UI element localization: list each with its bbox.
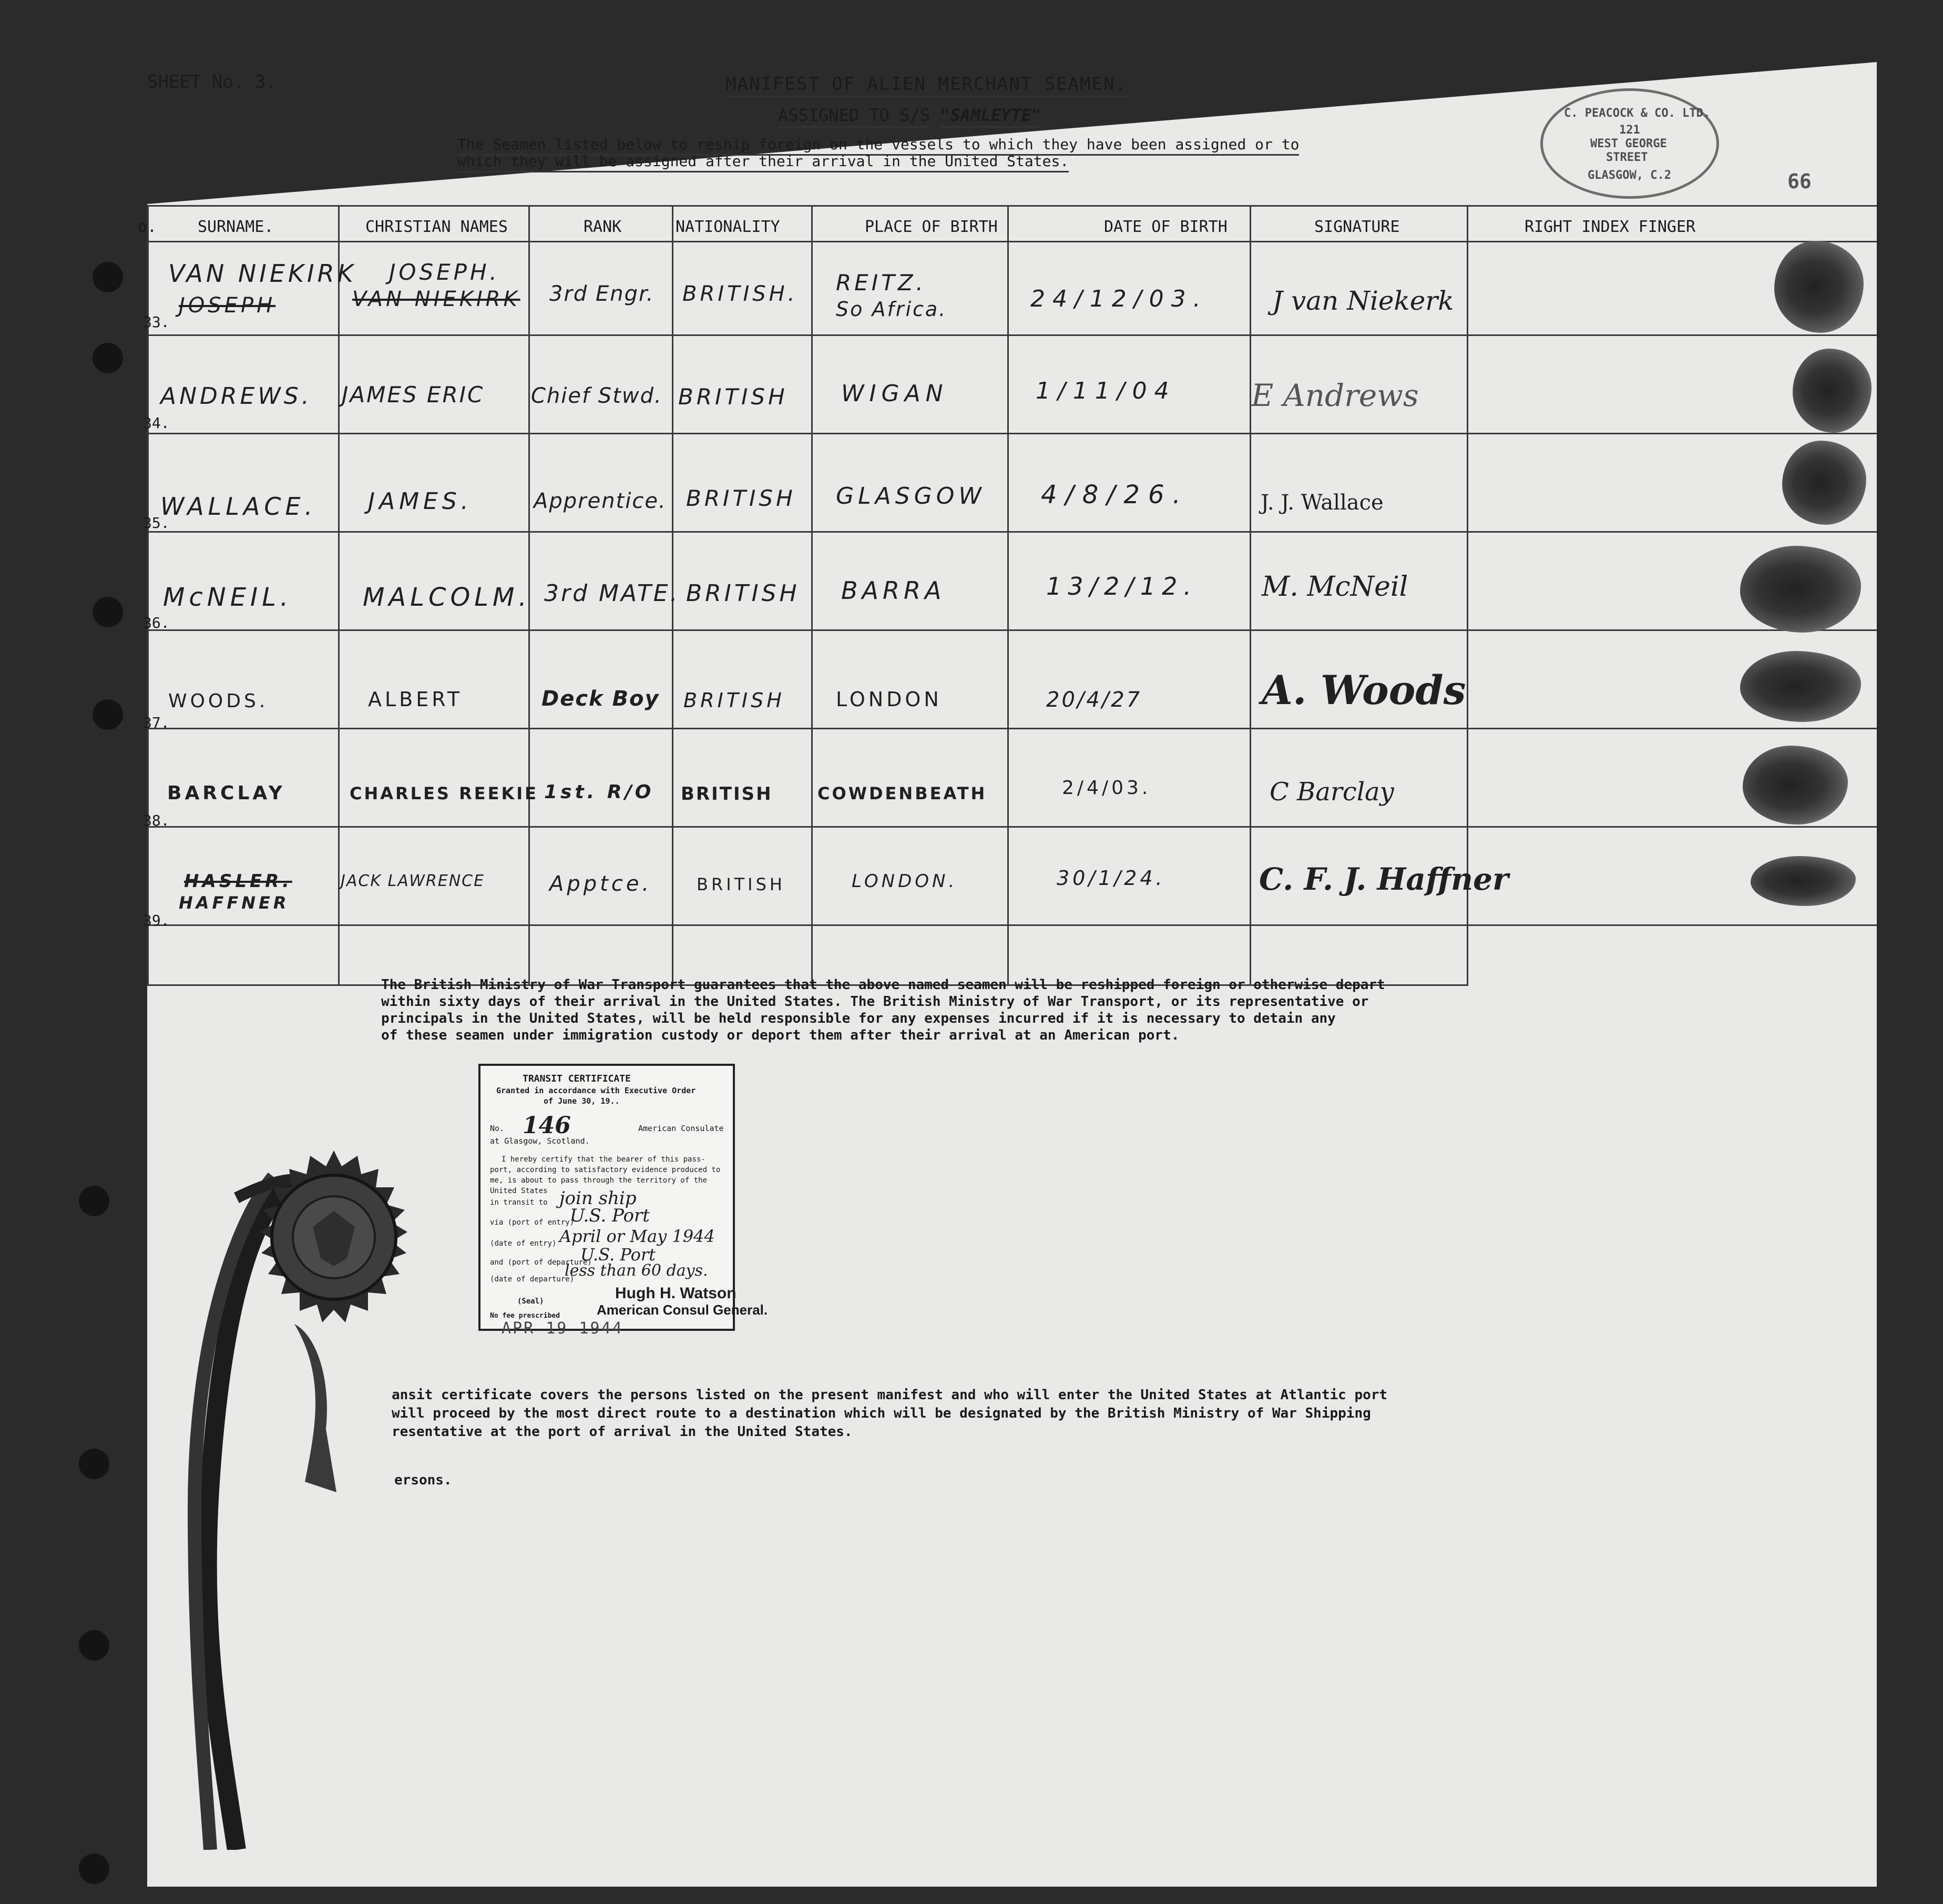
- certificate-body-4: United States: [490, 1187, 548, 1195]
- christian-cell: JOSEPH.: [389, 259, 500, 285]
- surname-cell: McNEIL.: [163, 583, 293, 612]
- punch-hole: [93, 699, 123, 730]
- via-label: via (port of entry): [490, 1218, 575, 1227]
- christian-cell: JAMES ERIC: [342, 382, 485, 408]
- col-header-surname: SURNAME.: [198, 218, 274, 236]
- manifest-title: MANIFEST OF ALIEN MERCHANT SEAMEN.: [725, 74, 1127, 97]
- punch-hole: [93, 343, 123, 373]
- nationality-cell: BRITISH: [686, 580, 800, 607]
- dob-cell: 4/8/26.: [1041, 480, 1189, 510]
- signature-cell: E Andrews: [1251, 378, 1419, 413]
- place-cell: WIGAN: [841, 380, 948, 407]
- date-entry-label: (date of entry): [490, 1239, 557, 1248]
- stamp-line-3: WEST GEORGE: [1590, 137, 1667, 150]
- nationality-cell: BRITISH.: [682, 282, 798, 306]
- certificate-place: at Glasgow, Scotland.: [490, 1136, 590, 1146]
- signature-cell: C Barclay: [1270, 777, 1394, 807]
- guarantee-line-3: principals in the United States, will be held responsible for any expenses incurred if it is necessary to detain any: [381, 1011, 1336, 1026]
- description-line-1: The Seamen listed below to reship foreign on the vessels to which they have been assigned or to: [457, 136, 1299, 156]
- stamp-line-5: GLASGOW, C.2: [1588, 169, 1671, 182]
- date-entry-value: April or May 1944: [559, 1226, 715, 1246]
- consul-name: Hugh H. Watson: [615, 1285, 737, 1302]
- place-cell: LONDON.: [852, 871, 958, 892]
- fingerprint: [1740, 546, 1861, 633]
- certificate-no-label: No.: [490, 1124, 505, 1133]
- rank-cell: Apprentice.: [534, 489, 667, 513]
- port-departure-value: U.S. Port: [580, 1245, 656, 1265]
- rank-cell: 3rd Engr.: [549, 282, 655, 306]
- via-value: U.S. Port: [570, 1205, 650, 1226]
- rank-cell: Apptce.: [549, 872, 652, 896]
- certificate-body-1: I hereby certify that the bearer of this pass-: [502, 1155, 705, 1164]
- punch-hole: [93, 597, 123, 627]
- nationality-cell: BRITISH: [686, 485, 796, 511]
- consul-title: American Consul General.: [597, 1302, 768, 1318]
- punch-hole: [79, 1186, 109, 1216]
- in-transit-label: in transit to: [490, 1198, 548, 1207]
- punch-hole: [79, 1630, 109, 1661]
- col-header-fingerprint: RIGHT INDEX FINGER: [1525, 218, 1696, 236]
- dob-cell: 13/2/12.: [1046, 572, 1198, 600]
- punch-hole: [79, 1854, 109, 1884]
- surname-cell: HAFFNER: [179, 893, 290, 913]
- place-cell: COWDENBEATH: [817, 783, 987, 803]
- consular-seal: [234, 1148, 434, 1348]
- sheet-number: SHEET No. 3.: [147, 72, 277, 93]
- transit-line-3: resentative at the port of arrival in the United States.: [392, 1424, 853, 1440]
- dob-cell: 24/12/03.: [1030, 286, 1208, 312]
- fingerprint: [1774, 241, 1864, 333]
- row-number: 38.: [143, 812, 170, 829]
- fingerprint: [1743, 746, 1848, 824]
- in-transit-value: join ship: [559, 1188, 637, 1209]
- seamen-table: [138, 62, 1877, 1887]
- persons-line: ersons.: [394, 1472, 452, 1488]
- row-number: 33.: [143, 313, 170, 331]
- date-stamp: APR 19 1944: [502, 1319, 623, 1338]
- surname-cell: VAN NIEKIRK: [168, 259, 356, 288]
- christian-cell: ALBERT: [368, 688, 463, 711]
- nationality-cell: BRITISH: [678, 384, 788, 410]
- rank-cell: Chief Stwd.: [531, 384, 662, 408]
- stamp-line-2: 121: [1619, 124, 1640, 137]
- punch-hole: [93, 262, 123, 292]
- col-header-place: PLACE OF BIRTH: [865, 218, 998, 236]
- surname-cell: BARCLAY: [167, 782, 285, 804]
- transit-line-2: will proceed by the most direct route to a destination which will be designated by the British Ministry of War Shipping: [392, 1406, 1371, 1421]
- certificate-body-3: me, is about to pass through the territory of the: [490, 1176, 708, 1185]
- place-cell: GLASGOW: [836, 483, 986, 510]
- signature-cell: J. J. Wallace: [1261, 491, 1384, 515]
- manifest-sheet: [138, 62, 1877, 1887]
- signature-cell: C. F. J. Haffner: [1259, 861, 1509, 897]
- place-line-2: So Africa.: [836, 298, 947, 321]
- guarantee-line-4: of these seamen under immigration custody or deport them after their arrival at an American port.: [381, 1027, 1180, 1043]
- col-header-signature: SIGNATURE: [1314, 218, 1400, 236]
- stamp-line-4: STREET: [1606, 151, 1648, 164]
- col-header-dob: DATE OF BIRTH: [1104, 218, 1228, 236]
- col-header-christian: CHRISTIAN NAMES: [365, 218, 508, 236]
- dob-cell: 20/4/27: [1046, 688, 1142, 712]
- row-number: 35.: [143, 514, 170, 532]
- row-number: 36.: [143, 614, 170, 632]
- rank-cell: Deck Boy: [541, 687, 660, 711]
- place-cell: BARRA: [841, 576, 946, 605]
- dob-cell: 2/4/03.: [1062, 777, 1151, 799]
- ship-name: "SAMLEYTE": [940, 105, 1041, 128]
- transit-line-1: ansit certificate covers the persons listed on the present manifest and who will enter the United States at Atlantic port: [392, 1387, 1388, 1403]
- col-header-no: o.: [138, 218, 157, 236]
- christian-cell: MALCOLM.: [363, 583, 531, 612]
- surname-struck: HASLER.: [184, 871, 292, 892]
- surname-cell: WALLACE.: [160, 492, 317, 521]
- certificate-subtitle-2: of June 30, 19..: [544, 1096, 620, 1106]
- place-cell: LONDON: [836, 688, 942, 711]
- nationality-cell: BRITISH: [683, 689, 785, 712]
- col-header-rank: RANK: [584, 218, 622, 236]
- signature-cell: J van Niekerk: [1272, 286, 1454, 316]
- dob-cell: 1/11/04: [1036, 378, 1177, 404]
- surname-struck: JOSEPH: [179, 293, 276, 318]
- place-cell: REITZ.: [836, 270, 926, 296]
- fee-label: No fee prescribed: [490, 1312, 560, 1320]
- signature-cell: A. Woods: [1262, 667, 1466, 714]
- nationality-cell: BRITISH: [681, 783, 773, 805]
- row-number: 34.: [143, 414, 170, 432]
- christian-cell: JACK LAWRENCE: [341, 872, 485, 890]
- fingerprint: [1740, 651, 1861, 722]
- page-number: 66: [1787, 170, 1812, 193]
- punch-hole: [79, 1449, 109, 1479]
- col-header-nationality: NATIONALITY: [676, 218, 780, 236]
- christian-struck: VAN NIEKIRK: [352, 287, 520, 311]
- row-number: 37.: [143, 714, 170, 731]
- assigned-prefix: ASSIGNED TO S/S: [778, 105, 930, 128]
- signature-cell: M. McNeil: [1262, 571, 1408, 603]
- certificate-consulate: American Consulate: [638, 1124, 724, 1133]
- port-departure-label: and (port of departure): [490, 1258, 592, 1267]
- certificate-no-value: 146: [523, 1112, 571, 1139]
- stamp-line-1: C. PEACOCK & CO. LTD.: [1564, 107, 1711, 120]
- certificate-subtitle-1: Granted in accordance with Executive Order: [496, 1086, 696, 1095]
- fingerprint: [1751, 856, 1856, 906]
- fingerprint: [1793, 349, 1872, 433]
- fingerprint: [1782, 441, 1866, 525]
- certificate-title: TRANSIT CERTIFICATE: [523, 1073, 631, 1084]
- date-departure-value: less than 60 days.: [565, 1261, 708, 1280]
- rank-cell: 3rd MATE.: [544, 580, 680, 607]
- dob-cell: 30/1/24.: [1057, 867, 1165, 890]
- christian-cell: CHARLES REEKIE: [350, 783, 539, 803]
- row-number: 39.: [143, 912, 170, 929]
- rank-cell: 1st. R/O: [544, 781, 655, 803]
- certificate-body-2: port, according to satisfactory evidence produced to: [490, 1166, 721, 1174]
- date-departure-label: (date of departure): [490, 1275, 575, 1284]
- surname-cell: ANDREWS.: [160, 383, 312, 410]
- surname-cell: WOODS.: [168, 690, 269, 712]
- guarantee-line-1: The British Ministry of War Transport guarantees that the above named seamen will be reshipped foreign or otherwise depart: [381, 977, 1385, 993]
- guarantee-line-2: within sixty days of their arrival in the United States. The British Ministry of War Transport, or its representative or: [381, 994, 1369, 1010]
- christian-cell: JAMES.: [368, 488, 473, 515]
- seal-label: (Seal): [517, 1297, 544, 1306]
- description-line-2: which they will be assigned after their arrival in the United States.: [457, 152, 1069, 172]
- nationality-cell: BRITISH: [697, 874, 785, 894]
